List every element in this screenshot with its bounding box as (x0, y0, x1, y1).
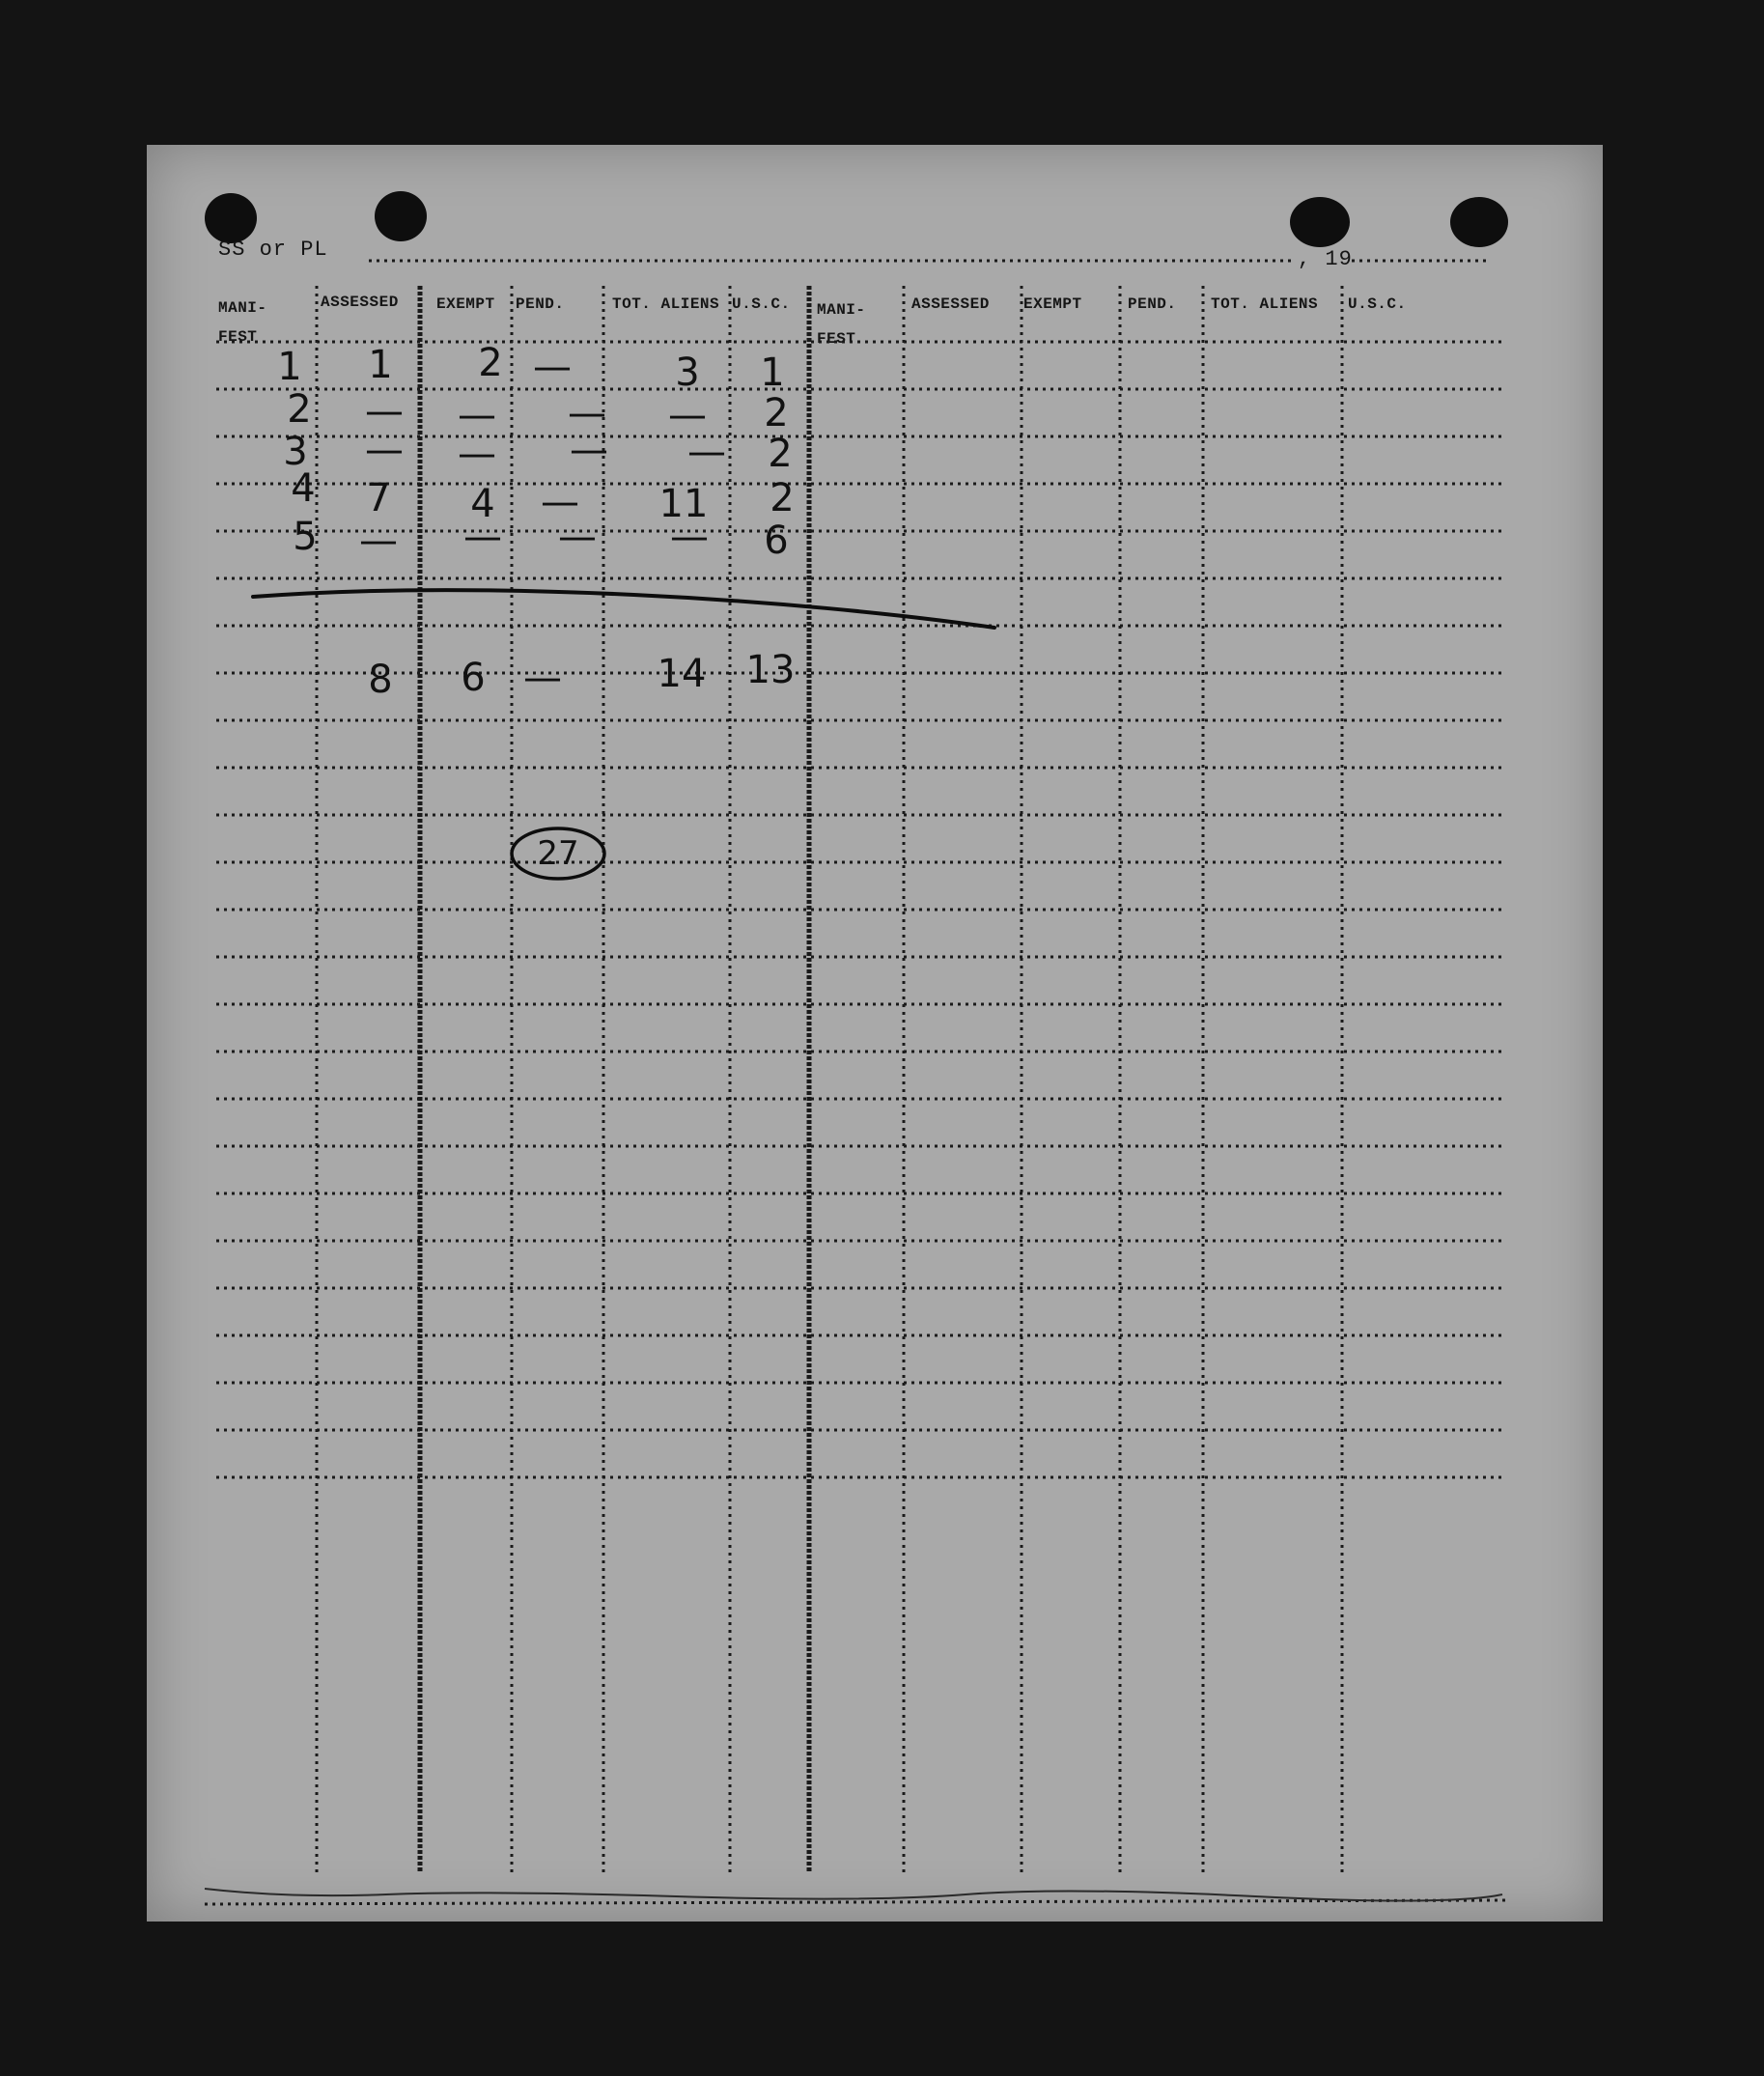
row1-manifest: 1 (277, 345, 302, 389)
header-left-pend: PEND. (516, 295, 565, 313)
year-label: , 19 (1298, 247, 1353, 271)
row2-tot-aliens: — (668, 393, 707, 437)
row5-tot-aliens: — (670, 515, 709, 559)
row1-tot-aliens: 3 (675, 351, 700, 395)
header-left-assessed: ASSESSED (321, 294, 399, 311)
row4-tot-aliens: 11 (658, 482, 709, 526)
row1-exempt: 2 (478, 341, 503, 385)
row3-assessed: — (365, 428, 404, 472)
row3-manifest: 3 (283, 430, 308, 474)
grand-total: 27 (537, 834, 579, 873)
sheet-bottom-edge (205, 1889, 1502, 1901)
row5-assessed: — (359, 519, 398, 563)
header-right-exempt: EXEMPT (1023, 295, 1082, 313)
row1-assessed: 1 (368, 343, 393, 387)
row3-usc: 2 (768, 432, 793, 476)
ship-label: SS or PL (218, 238, 328, 262)
total-exempt: 6 (461, 656, 486, 700)
header-right-manifest-text: MANI- FEST (817, 301, 866, 348)
header-right-usc: U.S.C. (1348, 295, 1407, 313)
row2-exempt: — (458, 393, 496, 437)
row2-usc: 2 (764, 391, 789, 435)
row3-exempt: — (458, 432, 496, 476)
row4-exempt: 4 (470, 482, 495, 526)
row5-usc: 6 (764, 519, 789, 563)
total-underline-stroke (253, 590, 994, 628)
header-left-exempt: EXEMPT (436, 295, 495, 313)
total-usc: 13 (745, 648, 796, 692)
row5-pend: — (558, 515, 597, 559)
row3-pend: — (570, 428, 608, 472)
row2-assessed: — (365, 389, 404, 434)
header-left-tot-aliens: TOT. ALIENS (612, 295, 720, 313)
row2-pend: — (568, 391, 606, 435)
header-right-pend: PEND. (1128, 295, 1177, 313)
total-assessed: 8 (368, 658, 393, 702)
header-right-tot-aliens: TOT. ALIENS (1211, 295, 1319, 313)
row5-exempt: — (463, 515, 502, 559)
row4-usc: 2 (770, 476, 795, 520)
total-tot-aliens: 14 (657, 652, 707, 696)
row1-pend: — (533, 345, 572, 389)
row1-usc: 1 (760, 351, 785, 395)
row4-pend: — (541, 480, 579, 524)
row3-tot-aliens: — (687, 430, 726, 474)
row5-manifest: 5 (293, 515, 318, 559)
header-left-manifest-text: MANI- FEST (218, 299, 267, 346)
total-pend: — (523, 656, 562, 700)
header-right-assessed: ASSESSED (911, 295, 990, 313)
row4-manifest: 4 (291, 466, 316, 511)
row4-assessed: 7 (366, 476, 391, 520)
bottom-rule (205, 1900, 1506, 1904)
header-left-usc: U.S.C. (732, 295, 791, 313)
row2-manifest: 2 (287, 387, 312, 432)
